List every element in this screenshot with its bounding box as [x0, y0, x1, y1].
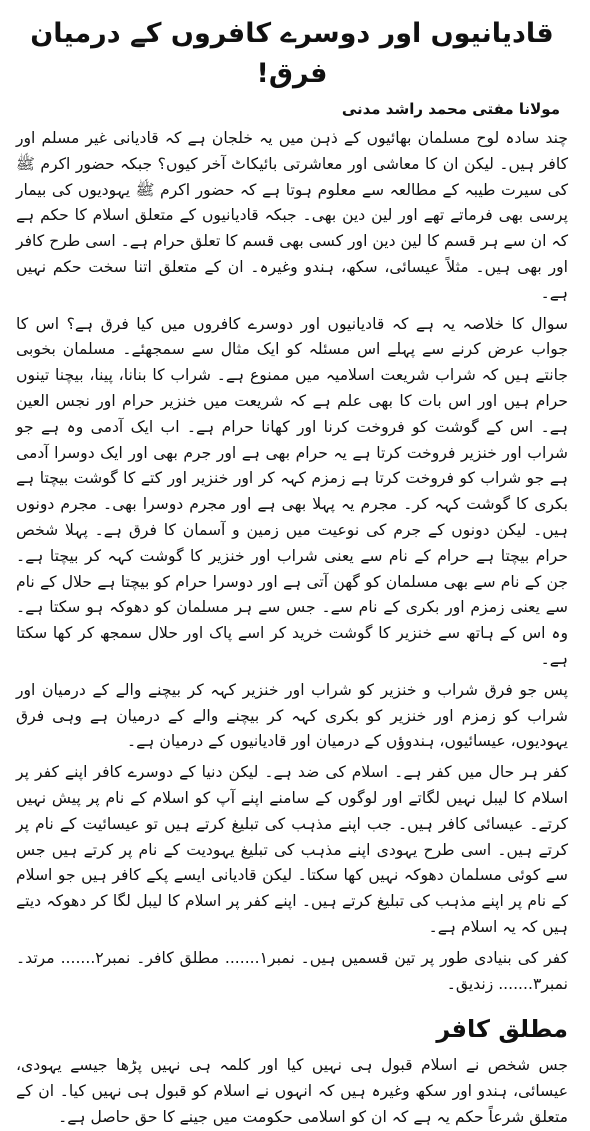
- paragraph-intro: چند سادہ لوح مسلمان بھائیوں کے ذہن میں یہ خلجان ہے کہ قادیانی غیر مسلم اور کافر ہیں۔ لیکن ان کا معاشی اور معاشرتی بائیکاٹ آخر کیوں؟ جبکہ حضور اکرم ﷺ کی سیرت طیبہ کے مطالعہ سے معلوم ہوتا ہے کہ حضور اکرم ﷺ یہودیوں کی بیمار پرسی بھی فرماتے تھے اور لین دین بھی۔ جبکہ قادیانیوں کے متعلق اسلام کا حکم ہے کہ ان سے ہر قسم کا لین دین اور کسی بھی قسم کا تعلق حرام ہے۔ اسی طرح کافر اور بھی ہیں۔ مثلاً عیسائی، سکھ، ہندو وغیرہ۔ ان کے متعلق اتنا سخت حکم نہیں ہے۔: [16, 129, 568, 302]
- paragraph-kufr: کفر ہر حال میں کفر ہے۔ اسلام کی ضد ہے۔ لیکن دنیا کے دوسرے کافر اپنے کفر پر اسلام کا لیبل نہیں لگاتے اور لوگوں کے سامنے اپنے آپ کو اسلام کے نام پر پیش نہیں کرتے۔ عیسائی کافر ہیں۔ جب اپنے مذہب کی تبلیغ کرتے ہیں تو عیسائیت کے نام پر کرتے ہیں۔ اسی طرح یہودی اپنے مذہب کی تبلیغ یہودیت کے نام پر کرتے ہیں جس سے کوئی مسلمان دھوکہ نہیں کھا سکتا۔ لیکن قادیانی ایسے پکے کافر ہیں جو اسلام کے نام پر اپنے مذہب کی تبلیغ کرتے ہیں۔ اپنے کفر پر اسلام کا لیبل لگا کر دھوکہ دیتے ہیں کہ یہ اسلام ہے۔: [16, 763, 568, 936]
- section-paragraph: جس شخص نے اسلام قبول ہی نہیں کیا اور کلمہ ہی نہیں پڑھا جیسے یہودی، عیسائی، ہندو اور سکھ وغیرہ ہیں کہ انہوں نے اسلام کو قبول ہی نہیں کیا۔ ان کے متعلق شرعاً حکم یہ ہے کہ ان کو اسلامی حکومت میں جینے کا حق حاصل ہے۔: [16, 1056, 568, 1126]
- paragraph-difference: پس جو فرق شراب و خنزیر کو شراب اور خنزیر کہہ کر بیچنے والے کے درمیان اور شراب کو زمزم اور خنزیر کو بکری کہہ کر بیچنے والے کے درمیان ہے وہی فرق یہودیوں، عیسائیوں، ہندوؤں کے درمیان اور قادیانیوں کے درمیان ہے۔: [16, 680, 568, 751]
- author-name: مولانا مفتی محمد راشد مدنی: [341, 100, 560, 118]
- paragraph-example: سوال کا خلاصہ یہ ہے کہ قادیانیوں اور دوسرے کافروں میں کیا فرق ہے؟ اس کا جواب عرض کرنے سے پہلے اس مسئلہ کو ایک مثال سے سمجھئے۔ مسلمان بخوبی جانتے ہیں کہ شراب شریعت اسلامیہ میں ممنوع ہے۔ شراب کا بنانا، پینا، بیچنا تینوں حرام ہیں اور اس بات کا بھی علم ہے کہ شریعت میں خنزیر حرام اور نجس العین ہے۔ اس کے گوشت کو فروخت کرنا اور کھانا حرام ہے۔ اب ایک آدمی وہ ہے جو شراب اور خنزیر فروخت کرتا ہے یہ حرام بھی ہے اور جرم بھی اور ایک دوسرا آدمی ہے جو شراب کو فروخت کرتا ہے زمزم کہہ کر اور خنزیر اور کتے کا گوشت بیچتا ہے بکری کا گوشت کہہ کر۔ مجرم یہ پہلا بھی ہے اور مجرم دوسرا بھی۔ مجرم دونوں ہیں۔ لیکن دونوں کے جرم کی نوعیت میں زمین و آسمان کا فرق ہے۔ پہلا شخص حرام بیچتا ہے حرام کے نام سے یعنی شراب اور خنزیر کا گوشت کہہ کر بیچتا ہے۔ جن کے نام سے بھی مسلمان کو گھن آتی ہے اور دوسرا حرام کو بیچتا ہے حلال کے نام سے یعنی زمزم اور بکری کے نام سے۔ جس سے ہر مسلمان کو دھوکہ ہو سکتا ہے۔ وہ اس کے ہاتھ سے خنزیر کا گوشت خرید کر اسے پاک اور حلال سمجھ کر کھا سکتا ہے۔: [16, 314, 568, 668]
- paragraph-types: کفر کی بنیادی طور پر تین قسمیں ہیں۔ نمبر۱....... مطلق کافر۔ نمبر۲....... مرتد۔ نمبر۳....... زندیق۔: [16, 948, 568, 993]
- section-heading: مطلق کافر: [436, 1015, 568, 1044]
- article-title: قادیانیوں اور دوسرے کافروں کے درمیان فرق!: [30, 18, 554, 89]
